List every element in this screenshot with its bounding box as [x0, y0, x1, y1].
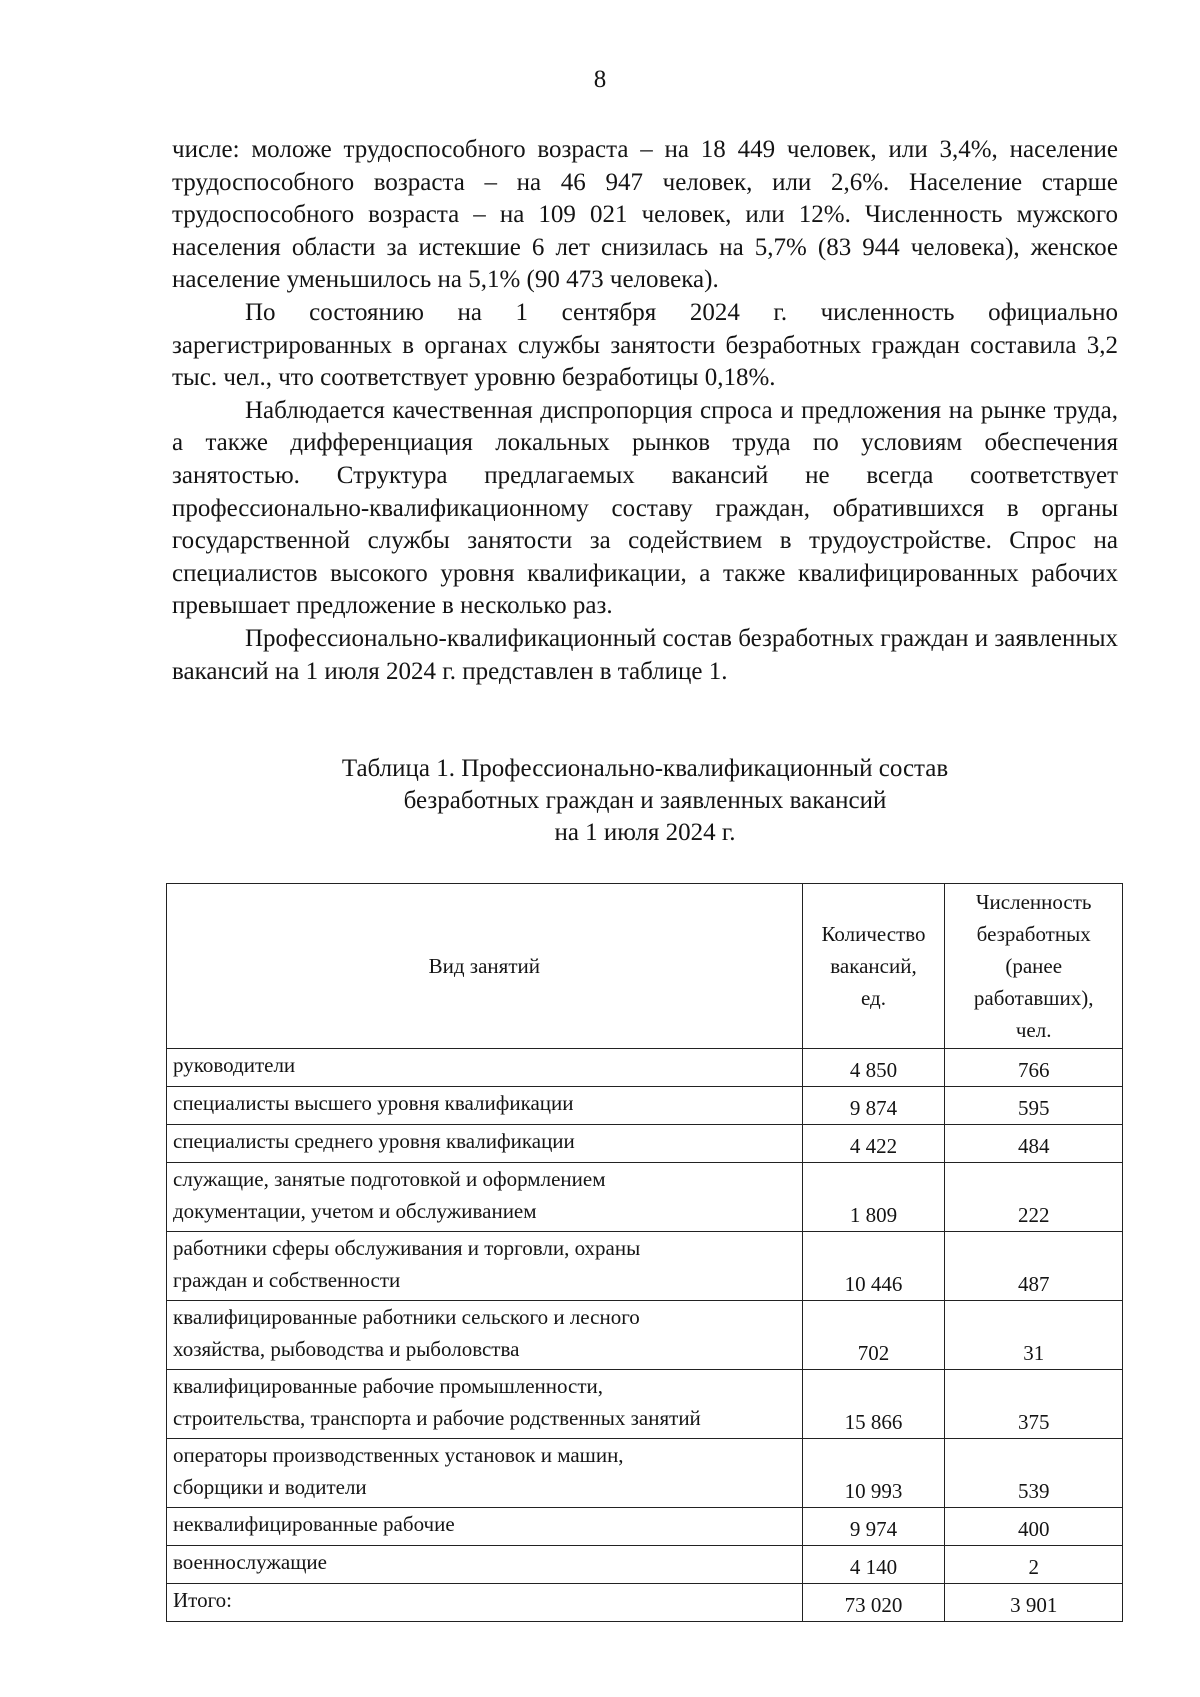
table-row — [167, 1439, 1123, 1508]
cell-kind: руководители — [167, 1049, 803, 1087]
cell-vacancies: 10 993 — [802, 1439, 945, 1508]
cell-kind: военнослужащие — [167, 1546, 803, 1584]
table-row — [167, 1370, 1123, 1439]
table-row — [167, 1508, 1123, 1546]
cell-vacancies: 15 866 — [802, 1370, 945, 1439]
header-vacancies: Количество вакансий, ед. — [802, 884, 945, 1049]
paragraph-unemployment-level: По состоянию на 1 сентября 2024 г. численность официально зарегистрированных в органах службы занятости безработных граждан составила 3,2 тыс. чел., что соответствует уровню безработицы 0,18%. — [172, 298, 1118, 392]
cell-unemployed: 766 — [945, 1049, 1123, 1087]
occupations-table — [166, 883, 1123, 1622]
cell-kind: специалисты среднего уровня квалификации — [167, 1125, 803, 1163]
cell-unemployed: 222 — [945, 1163, 1123, 1232]
cell-vacancies-total: 73 020 — [802, 1584, 945, 1622]
table-row — [167, 1125, 1123, 1163]
cell-unemployed: 484 — [945, 1125, 1123, 1163]
table-caption — [172, 753, 1118, 849]
table-row — [167, 1163, 1123, 1232]
paragraph-table-reference: Профессионально-квалификационный состав безработных граждан и заявленных вакансий на 1 июля 2024 г. представлен в таблице 1. — [172, 624, 1118, 685]
cell-kind: операторы производственных установок и машин, сборщики и водители — [167, 1439, 803, 1508]
cell-kind: неквалифицированные рабочие — [167, 1508, 803, 1546]
page-number: 8 — [593, 66, 607, 93]
table-caption-line: безработных граждан и заявленных вакансий — [403, 787, 887, 814]
cell-vacancies: 4 140 — [802, 1546, 945, 1584]
cell-vacancies: 9 974 — [802, 1508, 945, 1546]
cell-unemployed-total: 3 901 — [945, 1584, 1123, 1622]
table-row — [167, 1301, 1123, 1370]
cell-kind-total: Итого: — [167, 1584, 803, 1622]
paragraph-labor-market: Наблюдается качественная диспропорция спроса и предложения на рынке труда, а также дифференциация локальных рынков труда по условиям обеспечения занятостью. Структура предлагаемых вакансий не всегда соответствует профессионально-квалификационному составу граждан, обратившихся в органы государственной службы занятости за содействием в трудоустройстве. Спрос на специалистов высокого уровня квалификации, а также квалифицированных рабочих превышает предложение в несколько раз. — [172, 396, 1118, 620]
cell-kind: служащие, занятые подготовкой и оформлением документации, учетом и обслуживанием — [167, 1163, 803, 1232]
cell-kind: квалифицированные рабочие промышленности, строительства, транспорта и рабочие родственных занятий — [167, 1370, 803, 1439]
table-row — [167, 1087, 1123, 1125]
cell-unemployed: 487 — [945, 1232, 1123, 1301]
table-row — [167, 1049, 1123, 1087]
cell-vacancies: 4 422 — [802, 1125, 945, 1163]
table-row — [167, 1546, 1123, 1584]
cell-unemployed: 31 — [945, 1301, 1123, 1370]
paragraph-continuation: числе: моложе трудоспособного возраста – на 18 449 человек, или 3,4%, население трудоспособного возраста – на 46 947 человек, или 2,6%. Население старше трудоспособного возраста – на 109 021 человек, или 12%. Численность мужского населения области за истекшие 6 лет снизилась на 5,7% (83 944 человека), женское население уменьшилось на 5,1% (90 473 человека). — [172, 136, 1118, 294]
cell-vacancies: 702 — [802, 1301, 945, 1370]
table-header-row — [167, 884, 1123, 1049]
header-kind: Вид занятий — [167, 884, 803, 1049]
cell-unemployed: 400 — [945, 1508, 1123, 1546]
cell-vacancies: 4 850 — [802, 1049, 945, 1087]
table-total-row — [167, 1584, 1123, 1622]
cell-vacancies: 9 874 — [802, 1087, 945, 1125]
cell-vacancies: 1 809 — [802, 1163, 945, 1232]
cell-unemployed: 595 — [945, 1087, 1123, 1125]
table-caption-line: Таблица 1. Профессионально-квалификационный состав — [341, 755, 949, 782]
cell-kind: квалифицированные работники сельского и лесного хозяйства, рыбоводства и рыболовства — [167, 1301, 803, 1370]
cell-kind: работники сферы обслуживания и торговли, охраны граждан и собственности — [167, 1232, 803, 1301]
table-row — [167, 1232, 1123, 1301]
header-unemployed: Численность безработных (ранее работавших), чел. — [945, 884, 1123, 1049]
cell-kind: специалисты высшего уровня квалификации — [167, 1087, 803, 1125]
cell-unemployed: 2 — [945, 1546, 1123, 1584]
table-caption-line: на 1 июля 2024 г. — [554, 819, 736, 846]
cell-unemployed: 539 — [945, 1439, 1123, 1508]
cell-unemployed: 375 — [945, 1370, 1123, 1439]
body-text — [172, 134, 1118, 688]
cell-vacancies: 10 446 — [802, 1232, 945, 1301]
